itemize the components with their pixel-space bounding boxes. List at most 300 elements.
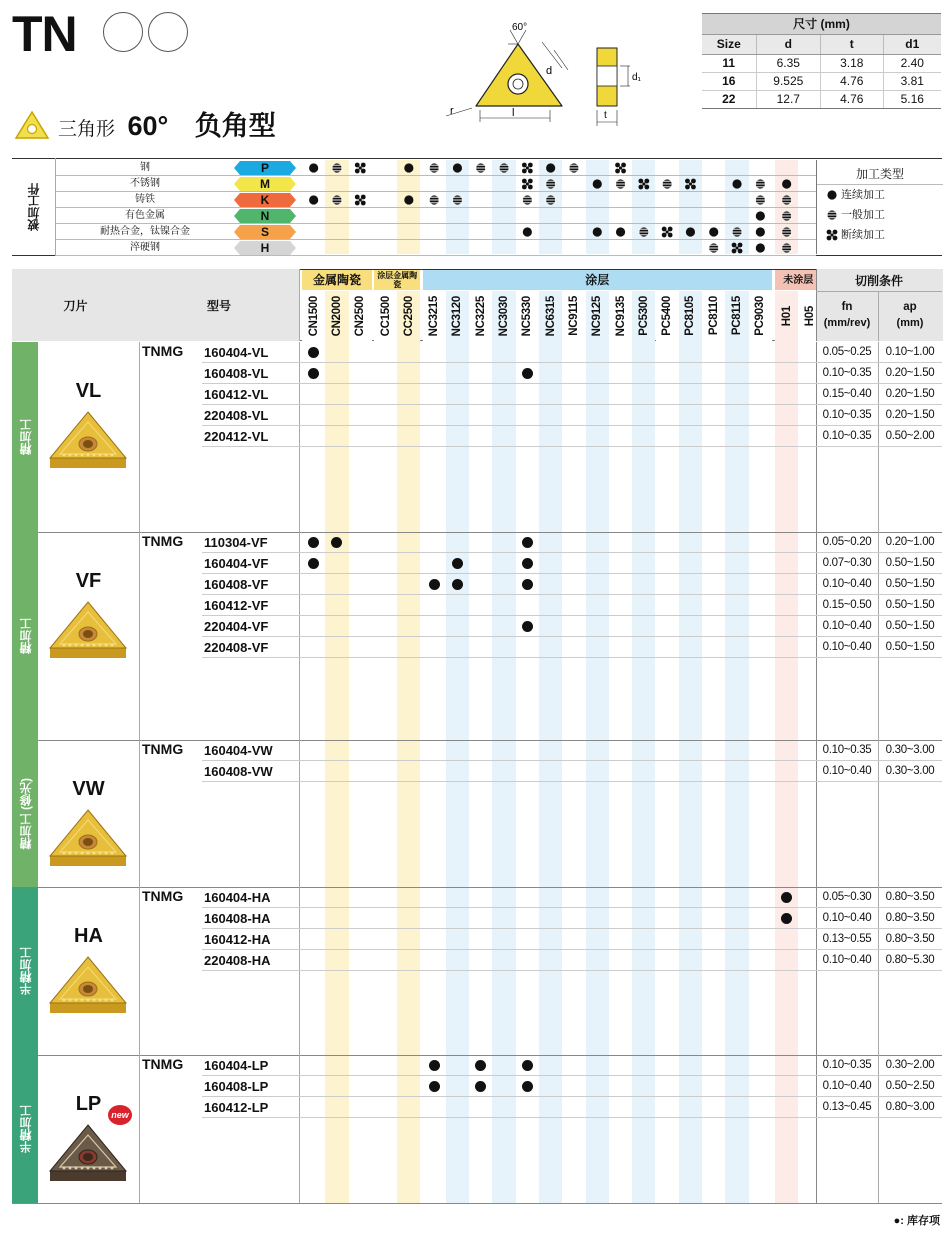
grade-code: NC9115 xyxy=(567,296,580,336)
size-cell: 11 xyxy=(722,56,736,70)
ap-value: 0.50~1.50 xyxy=(885,599,935,611)
insert-vw-image xyxy=(46,806,130,876)
fn-header: fn xyxy=(841,301,853,313)
stock-dot xyxy=(522,579,533,590)
grade-col-bg xyxy=(562,291,585,1204)
grade-code: CC1500 xyxy=(379,295,392,337)
fn-value: 0.10~0.35 xyxy=(822,367,872,379)
angle-label: 60° xyxy=(512,22,528,33)
angle-text: 60° xyxy=(127,111,169,141)
grade-table xyxy=(12,269,942,1204)
stock-dot xyxy=(429,1060,440,1071)
stock-dot xyxy=(429,579,440,590)
ap-value: 0.30~2.00 xyxy=(885,1059,935,1071)
grade-col-bg xyxy=(539,291,562,1204)
continuous-icon xyxy=(309,195,318,204)
ap-value: 0.80~3.50 xyxy=(885,891,935,903)
general-icon xyxy=(708,243,719,252)
grade-col-bg xyxy=(775,291,798,1204)
size-cell: 3.18 xyxy=(820,55,882,72)
ap-value: 0.80~3.50 xyxy=(885,912,935,924)
r-label: r xyxy=(450,105,454,117)
section-vline xyxy=(139,740,140,887)
size-table xyxy=(702,13,941,109)
legend-continuous-icon-wrap xyxy=(825,188,839,202)
grade-col-bg xyxy=(609,291,632,1204)
ap-value: 0.30~3.00 xyxy=(885,744,935,756)
ap-value: 0.50~1.50 xyxy=(885,641,935,653)
blade-header: 刀片 xyxy=(63,299,88,313)
size-cell: 16 xyxy=(722,74,736,88)
ap-value: 0.20~1.50 xyxy=(885,388,935,400)
grade-code: CN1500 xyxy=(307,295,320,337)
model-number: 160412-VF xyxy=(204,598,269,613)
new-badge: new xyxy=(108,1105,132,1125)
workpiece-chart xyxy=(12,158,942,256)
section-process-band xyxy=(12,887,38,1055)
grade-code-cell xyxy=(609,293,632,339)
grade-code-cell xyxy=(679,293,702,339)
grade-code: NC3120 xyxy=(451,295,464,337)
general-icon xyxy=(827,210,838,219)
grade-col-bg xyxy=(446,291,469,1204)
grade-code: PC8105 xyxy=(684,296,697,336)
model-number: 160404-LP xyxy=(204,1058,269,1073)
legend-item xyxy=(817,205,943,225)
grade-code-cell xyxy=(656,293,679,339)
fn-value: 0.10~0.40 xyxy=(822,765,872,777)
iso-code: P xyxy=(260,161,269,175)
size-col-header: Size xyxy=(716,37,741,51)
series-code: TNMG xyxy=(142,343,184,359)
section-vline xyxy=(299,887,300,1055)
stock-dot xyxy=(522,537,533,548)
grade-code: H05 xyxy=(803,305,816,327)
model-number: 220408-HA xyxy=(204,953,271,968)
legend-general-icon-wrap xyxy=(825,208,839,222)
grade-code: NC9125 xyxy=(591,295,604,337)
general-icon xyxy=(732,227,743,236)
d-label: d xyxy=(546,65,553,77)
section-process-label: 精加工 xyxy=(18,419,33,455)
grade-code-cell xyxy=(539,293,562,339)
continuous-icon xyxy=(756,211,765,220)
model-number: 220412-VL xyxy=(204,429,269,444)
circle-icon xyxy=(103,12,143,52)
model-number: 220408-VF xyxy=(204,640,269,655)
stock-dot xyxy=(522,1081,533,1092)
grade-group-header xyxy=(775,270,822,290)
general-icon xyxy=(781,227,792,236)
fn-value: 0.10~0.35 xyxy=(822,409,872,421)
section-process-band xyxy=(12,532,38,740)
grade-code-cell xyxy=(516,293,539,339)
grade-code-cell xyxy=(562,293,585,339)
section-process-band xyxy=(12,740,38,887)
model-number: 160404-HA xyxy=(204,890,271,905)
chip-breaker-name: VW xyxy=(72,778,105,800)
circle-icon xyxy=(148,12,188,52)
fn-value: 0.10~0.35 xyxy=(822,744,872,756)
model-number: 160404-VL xyxy=(204,345,269,360)
fn-value: 0.05~0.25 xyxy=(822,346,872,358)
interrupted-icon xyxy=(522,179,533,190)
size-cell: 4.76 xyxy=(820,73,882,90)
grade-code: CN2000 xyxy=(330,295,343,337)
grade-group-label: 未涂层 xyxy=(783,274,814,286)
fn-unit: (mm/rev) xyxy=(823,317,871,329)
continuous-icon xyxy=(732,179,741,188)
series-code: TNMG xyxy=(142,888,184,904)
interrupted-icon xyxy=(662,227,673,238)
model-number: 160412-VL xyxy=(204,387,269,402)
grade-code: NC6315 xyxy=(544,295,557,337)
general-icon xyxy=(755,195,766,204)
section-vline xyxy=(139,887,140,1055)
general-icon xyxy=(781,195,792,204)
fn-value: 0.10~0.40 xyxy=(822,954,872,966)
grade-code-cell xyxy=(446,293,469,339)
continuous-icon xyxy=(756,243,765,252)
general-icon xyxy=(545,179,556,188)
workpiece-name: 钢 xyxy=(140,162,150,173)
grade-col-bg xyxy=(725,291,748,1204)
insert-ha-image xyxy=(46,953,130,1023)
size-table-header xyxy=(702,34,941,55)
ap-unit: (mm) xyxy=(896,317,924,329)
section-process-band xyxy=(12,1055,38,1203)
ap-header: ap xyxy=(903,301,917,313)
stock-dot xyxy=(522,621,533,632)
continuous-icon xyxy=(782,179,791,188)
ap-value: 0.80~3.00 xyxy=(885,1101,935,1113)
continuous-icon xyxy=(756,227,765,236)
series-title: TN xyxy=(12,6,77,62)
size-cell: 5.16 xyxy=(883,91,942,108)
fn-value: 0.15~0.50 xyxy=(822,599,872,611)
chip-breaker-name: VF xyxy=(75,570,102,592)
legend-item xyxy=(817,225,943,245)
continuous-icon xyxy=(546,163,555,172)
section-vline xyxy=(139,532,140,740)
section-vline xyxy=(139,342,140,532)
grade-code: PC5400 xyxy=(661,296,674,336)
grade-code: PC9030 xyxy=(754,296,767,336)
workpiece-name: 铸铁 xyxy=(135,194,155,205)
grade-code: H01 xyxy=(780,305,793,327)
size-row xyxy=(702,55,941,73)
workpiece-marks-row xyxy=(302,240,822,256)
fn-value: 0.10~0.40 xyxy=(822,578,872,590)
continuous-icon xyxy=(709,227,718,236)
chip-breaker-name: VL xyxy=(75,380,102,402)
chip-breaker-name: HA xyxy=(74,925,103,947)
grade-code: PC5300 xyxy=(637,296,650,336)
size-col-header: d xyxy=(756,35,820,54)
size-table-caption: 尺寸 (mm) xyxy=(702,13,941,34)
fn-value: 0.10~0.40 xyxy=(822,912,872,924)
l-label: l xyxy=(512,107,515,119)
chip-breaker-name: LP xyxy=(75,1093,102,1115)
grade-code-cell xyxy=(349,293,372,339)
grade-code-cell xyxy=(423,293,446,339)
model-number: 110304-VF xyxy=(204,535,268,550)
general-icon xyxy=(331,195,342,204)
interrupted-icon xyxy=(355,195,366,206)
section-process-label: 精加工 xyxy=(18,618,33,654)
grade-code-cell xyxy=(725,293,748,339)
grade-code: NC3030 xyxy=(498,295,511,337)
insert-lp-image xyxy=(46,1121,130,1191)
general-icon xyxy=(545,195,556,204)
grade-code-cell xyxy=(492,293,515,339)
grade-code: CN2500 xyxy=(354,295,367,337)
d1-label: d₁ xyxy=(632,72,641,83)
section-divider xyxy=(12,1203,942,1204)
cutting-header-split xyxy=(878,291,879,341)
continuous-icon xyxy=(404,195,413,204)
workpiece-marks-row xyxy=(302,208,822,224)
insert-vl-image xyxy=(46,408,130,478)
grade-col-bg xyxy=(702,291,725,1204)
size-cell: 9.525 xyxy=(756,73,820,90)
grade-group-label: 涂层金属陶瓷 xyxy=(377,271,418,289)
grade-code: PC8115 xyxy=(731,296,744,336)
ap-value: 0.10~1.00 xyxy=(885,346,935,358)
model-number: 160408-HA xyxy=(204,911,271,926)
legend-label: 断续加工 xyxy=(841,229,885,241)
model-number: 220408-VL xyxy=(204,408,269,423)
continuous-icon xyxy=(309,163,318,172)
model-number: 160408-VW xyxy=(204,764,273,779)
shape-text: 三角形 xyxy=(58,119,116,140)
ap-value: 0.50~1.50 xyxy=(885,620,935,632)
grade-code-cell xyxy=(632,293,655,339)
general-icon xyxy=(499,163,510,172)
general-icon xyxy=(755,179,766,188)
section-vline xyxy=(299,740,300,887)
interrupted-icon xyxy=(638,179,649,190)
grade-code: NC3215 xyxy=(428,295,441,337)
grade-code-cell xyxy=(374,293,397,339)
cutting-header: 切削条件 xyxy=(854,274,903,288)
grade-col-bg xyxy=(749,291,772,1204)
model-number: 160408-VF xyxy=(204,577,269,592)
model-number: 160408-LP xyxy=(204,1079,269,1094)
grade-code-cell xyxy=(302,293,325,339)
workpiece-marks-row xyxy=(302,160,822,176)
fn-value: 0.10~0.35 xyxy=(822,1059,872,1071)
general-icon xyxy=(615,179,626,188)
grade-group-header xyxy=(374,270,421,290)
model-number: 160408-VL xyxy=(204,366,269,381)
general-icon xyxy=(638,227,649,236)
cutting-header-line xyxy=(816,291,942,292)
grade-code-cell xyxy=(749,293,772,339)
fn-value: 0.10~0.40 xyxy=(822,1080,872,1092)
ap-value: 0.80~3.50 xyxy=(885,933,935,945)
section-process-band xyxy=(12,342,38,532)
continuous-icon xyxy=(593,227,602,236)
general-icon xyxy=(781,243,792,252)
series-code: TNMG xyxy=(142,741,184,757)
grade-group-label: 金属陶瓷 xyxy=(312,272,361,287)
grade-col-bg xyxy=(325,291,348,1204)
size-col-header: d1 xyxy=(883,35,942,54)
grade-code-cell xyxy=(469,293,492,339)
t-label: t xyxy=(604,110,607,121)
workpiece-name: 不锈钢 xyxy=(130,178,160,189)
workpiece-name: 淬硬钢 xyxy=(130,242,160,253)
interrupted-icon xyxy=(355,163,366,174)
grade-code-cell xyxy=(702,293,725,339)
continuous-icon xyxy=(453,163,462,172)
section-process-label: 半精加工 xyxy=(18,1105,33,1153)
stock-dot xyxy=(429,1081,440,1092)
continuous-icon xyxy=(593,179,602,188)
grade-code-cell xyxy=(586,293,609,339)
ap-value: 0.50~2.50 xyxy=(885,1080,935,1092)
continuous-icon xyxy=(404,163,413,172)
general-icon xyxy=(568,163,579,172)
legend-title: 加工类型 xyxy=(817,160,943,185)
grade-group-label: 涂层 xyxy=(585,272,610,287)
stock-dot xyxy=(452,558,463,569)
size-col-header: t xyxy=(820,35,882,54)
interrupted-icon xyxy=(732,243,743,254)
size-row xyxy=(702,73,941,91)
continuous-icon xyxy=(827,190,836,199)
workpiece-marks-row xyxy=(302,192,822,208)
section-vline xyxy=(299,1055,300,1203)
series-code: TNMG xyxy=(142,533,184,549)
footnote: ●: 库存项 xyxy=(893,1215,940,1227)
insert-vf-image xyxy=(46,598,130,668)
ap-value: 0.50~1.50 xyxy=(885,557,935,569)
legend-item xyxy=(817,185,943,205)
workpiece-name: 有色金属 xyxy=(125,210,165,221)
general-icon xyxy=(429,195,440,204)
grade-code-cell xyxy=(397,293,420,339)
fn-value: 0.05~0.30 xyxy=(822,891,872,903)
ap-value: 0.20~1.50 xyxy=(885,409,935,421)
grade-group-header xyxy=(302,270,372,290)
general-icon xyxy=(475,163,486,172)
model-number: 160412-HA xyxy=(204,932,271,947)
fn-value: 0.10~0.35 xyxy=(822,430,872,442)
interrupted-icon xyxy=(827,230,838,241)
interrupted-icon xyxy=(685,179,696,190)
fn-value: 0.10~0.40 xyxy=(822,620,872,632)
fn-value: 0.13~0.55 xyxy=(822,933,872,945)
series-code: TNMG xyxy=(142,1056,184,1072)
insert-dimension-diagram xyxy=(442,18,642,130)
model-header: 型号 xyxy=(206,299,231,313)
section-process-label: 精加工 (修光) xyxy=(18,777,33,850)
fn-value: 0.07~0.30 xyxy=(822,557,872,569)
workpiece-side xyxy=(12,158,56,256)
general-icon xyxy=(331,163,342,172)
iso-code: S xyxy=(260,225,269,239)
ap-value: 0.80~5.30 xyxy=(885,954,935,966)
size-cell: 12.7 xyxy=(756,91,820,108)
grade-col-bg xyxy=(679,291,702,1204)
fn-value: 0.15~0.40 xyxy=(822,388,872,400)
iso-code: M xyxy=(260,177,270,191)
grade-code: PC8110 xyxy=(707,296,720,336)
iso-code: K xyxy=(260,193,270,207)
fn-value: 0.13~0.45 xyxy=(822,1101,872,1113)
model-number: 160412-LP xyxy=(204,1100,269,1115)
section-process-label: 半精加工 xyxy=(18,947,33,995)
size-cell: 2.40 xyxy=(883,55,942,72)
size-cell: 3.81 xyxy=(883,73,942,90)
fn-value: 0.10~0.40 xyxy=(822,641,872,653)
grade-code-cell xyxy=(775,293,798,339)
continuous-icon xyxy=(523,227,532,236)
grade-col-bg xyxy=(374,291,397,1204)
size-cell: 4.76 xyxy=(820,91,882,108)
general-icon xyxy=(429,163,440,172)
model-number: 220404-VF xyxy=(204,619,269,634)
ap-value: 0.30~3.00 xyxy=(885,765,935,777)
grade-col-bg xyxy=(656,291,679,1204)
interrupted-icon xyxy=(522,163,533,174)
grade-code: CC2500 xyxy=(402,295,415,337)
ap-value: 0.50~1.50 xyxy=(885,578,935,590)
grade-col-bg xyxy=(397,291,420,1204)
size-row xyxy=(702,91,941,109)
workpiece-side-label: 被加工件 xyxy=(27,183,41,231)
grade-code-cell xyxy=(325,293,348,339)
stock-dot xyxy=(522,1060,533,1071)
continuous-icon xyxy=(686,227,695,236)
workpiece-name: 耐热合金，钛镍合金 xyxy=(100,226,190,237)
section-vline xyxy=(299,342,300,532)
general-icon xyxy=(522,195,533,204)
workpiece-marks-row xyxy=(302,176,822,192)
stock-dot xyxy=(522,558,533,569)
grade-group-header xyxy=(423,270,773,290)
section-vline xyxy=(139,1055,140,1203)
grade-col-bg xyxy=(349,291,372,1204)
subtitle-text: 负角型 xyxy=(194,111,276,141)
grade-code: NC9135 xyxy=(614,295,627,337)
workpiece-marks-row xyxy=(302,224,822,240)
ap-value: 0.20~1.50 xyxy=(885,367,935,379)
grade-col-bg xyxy=(492,291,515,1204)
grade-code: NC5330 xyxy=(521,295,534,337)
model-number: 160404-VF xyxy=(204,556,269,571)
general-icon xyxy=(452,195,463,204)
size-cell: 22 xyxy=(722,92,736,106)
iso-code: H xyxy=(260,241,270,255)
ap-value: 0.20~1.00 xyxy=(885,536,935,548)
iso-code: N xyxy=(260,209,270,223)
model-number: 160404-VW xyxy=(204,743,273,758)
size-cell: 6.35 xyxy=(756,55,820,72)
legend-label: 一般加工 xyxy=(841,209,885,221)
fn-value: 0.05~0.20 xyxy=(822,536,872,548)
grade-col-bg xyxy=(586,291,609,1204)
legend-label: 连续加工 xyxy=(841,189,885,201)
machining-legend xyxy=(816,160,943,254)
legend-interrupted-icon-wrap xyxy=(825,228,839,242)
page-heading xyxy=(58,108,276,144)
stock-dot xyxy=(522,368,533,379)
grade-col-bg xyxy=(632,291,655,1204)
grade-col-bg xyxy=(302,291,325,1204)
